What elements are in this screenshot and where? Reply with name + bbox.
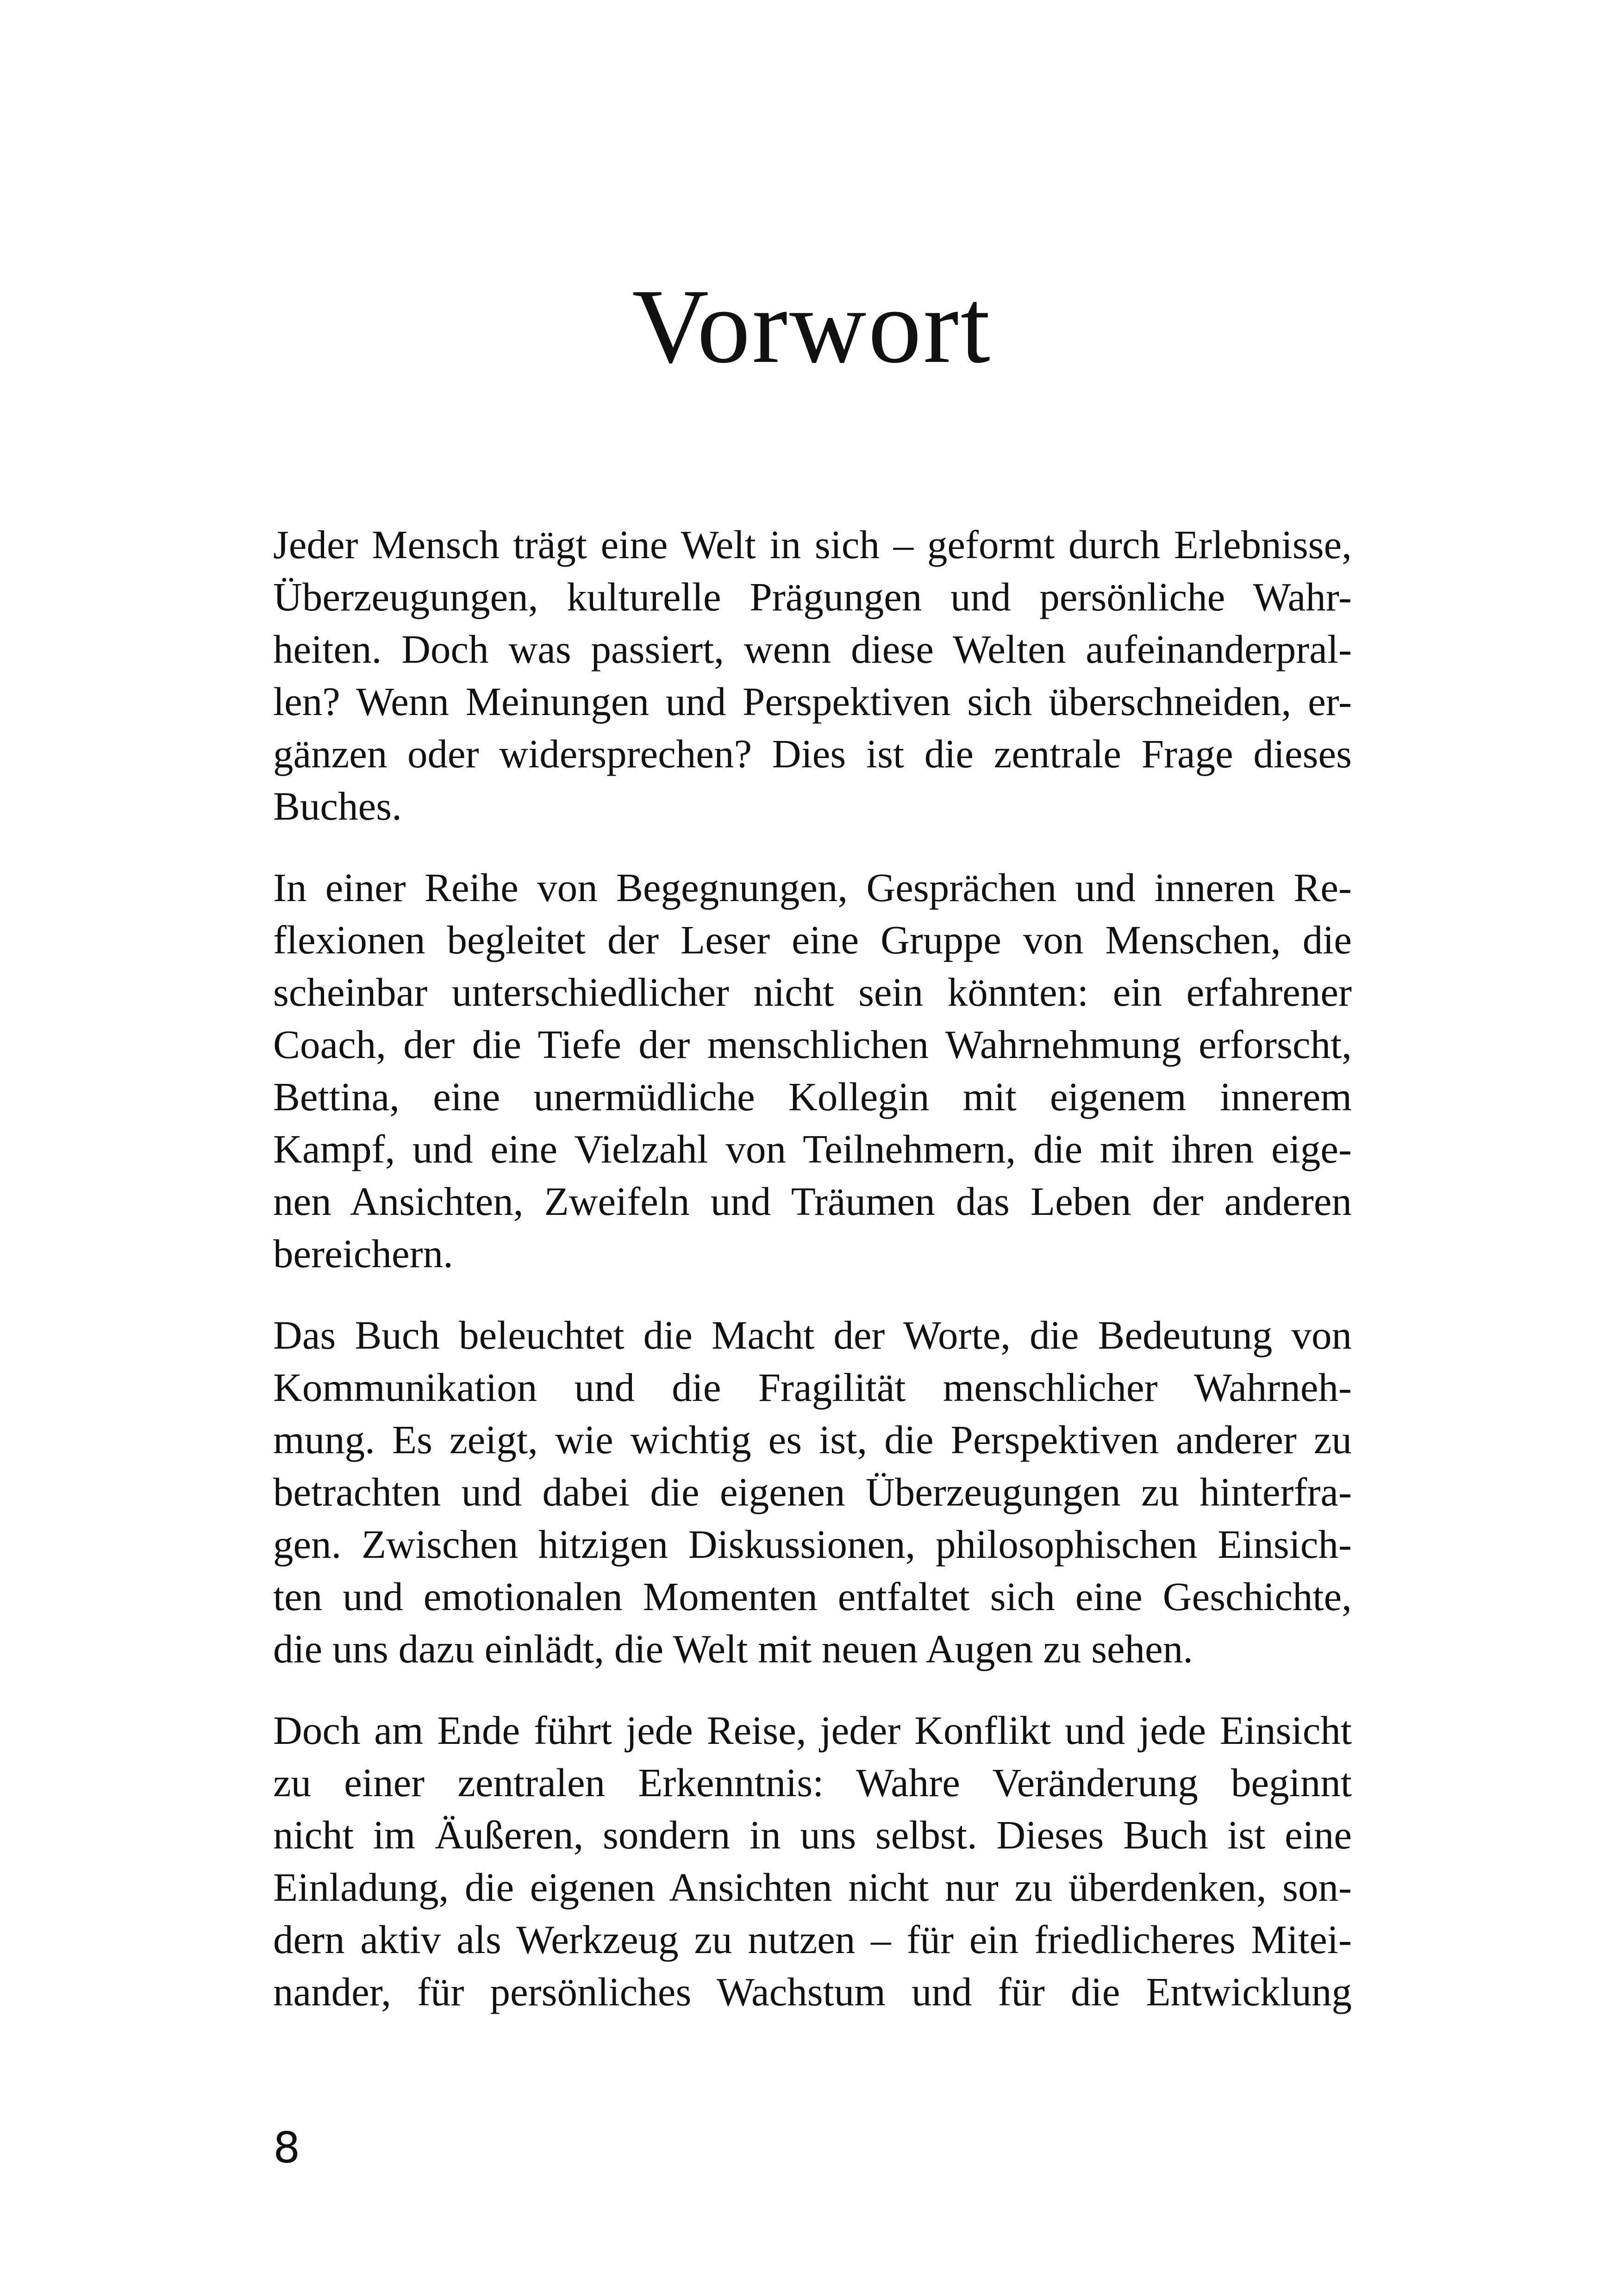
text-line: dern aktiv als Werkzeug zu nutzen – für ein friedlicheres Mitei- (273, 1917, 1352, 1962)
text-line: nander, für persönliches Wachstum und für die Entwicklung (273, 1969, 1352, 2014)
text-line: Kampf, und eine Vielzahl von Teilnehmern, die mit ihren eige- (273, 1126, 1352, 1171)
text-line: nicht im Äußeren, sondern in uns selbst. Dieses Buch ist eine (273, 1812, 1352, 1857)
text-line: Jeder Mensch trägt eine Welt in sich – geformt durch Erlebnisse, (273, 522, 1352, 567)
text-line: bereichern. (273, 1231, 453, 1276)
body-text (273, 518, 1352, 2047)
text-line: In einer Reihe von Begegnungen, Gesprächen und inneren Re- (273, 865, 1352, 910)
text-line: Bettina, eine unermüdliche Kollegin mit eigenem innerem (273, 1074, 1352, 1119)
text-line: gen. Zwischen hitzigen Diskussionen, philosophischen Einsich- (273, 1522, 1352, 1567)
page-title: Vorwort (632, 267, 992, 385)
paragraph (273, 1704, 1352, 2018)
text-line: Buches. (273, 784, 402, 828)
text-line: ten und emotionalen Momenten entfaltet sich eine Geschichte, (273, 1574, 1352, 1619)
text-line: Kommunikation und die Fragilität menschlicher Wahrneh- (273, 1365, 1352, 1410)
text-line: Überzeugungen, kulturelle Prägungen und persönliche Wahr- (273, 574, 1352, 619)
text-line: Einladung, die eigenen Ansichten nicht nur zu überdenken, son- (273, 1865, 1352, 1910)
text-line: betrachten und dabei die eigenen Überzeugungen zu hinterfra- (273, 1469, 1352, 1514)
paragraph (273, 861, 1352, 1280)
text-line: Coach, der die Tiefe der menschlichen Wahrnehmung erforscht, (273, 1022, 1352, 1067)
text-line: gänzen oder widersprechen? Dies ist die zentrale Frage dieses (273, 731, 1352, 776)
text-line: die uns dazu einlädt, die Welt mit neuen Augen zu sehen. (273, 1626, 1193, 1671)
text-line: Doch am Ende führt jede Reise, jeder Konflikt und jede Einsicht (273, 1708, 1352, 1753)
text-line: scheinbar unterschiedlicher nicht sein könnten: ein erfahrener (273, 970, 1352, 1014)
paragraph (273, 518, 1352, 832)
text-line: zu einer zentralen Erkenntnis: Wahre Veränderung beginnt (273, 1760, 1352, 1805)
page-number: 8 (273, 2123, 300, 2172)
text-line: len? Wenn Meinungen und Perspektiven sich überschneiden, er- (273, 679, 1352, 724)
paragraph (273, 1309, 1352, 1675)
text-line: Das Buch beleuchtet die Macht der Worte, die Bedeutung von (273, 1313, 1352, 1357)
text-line: heiten. Doch was passiert, wenn diese Welten aufeinanderpral- (273, 627, 1352, 672)
text-line: mung. Es zeigt, wie wichtig es ist, die Perspektiven anderer zu (273, 1417, 1352, 1462)
text-line: flexionen begleitet der Leser eine Gruppe von Menschen, die (273, 917, 1352, 962)
text-line: nen Ansichten, Zweifeln und Träumen das Leben der anderen (273, 1179, 1352, 1224)
